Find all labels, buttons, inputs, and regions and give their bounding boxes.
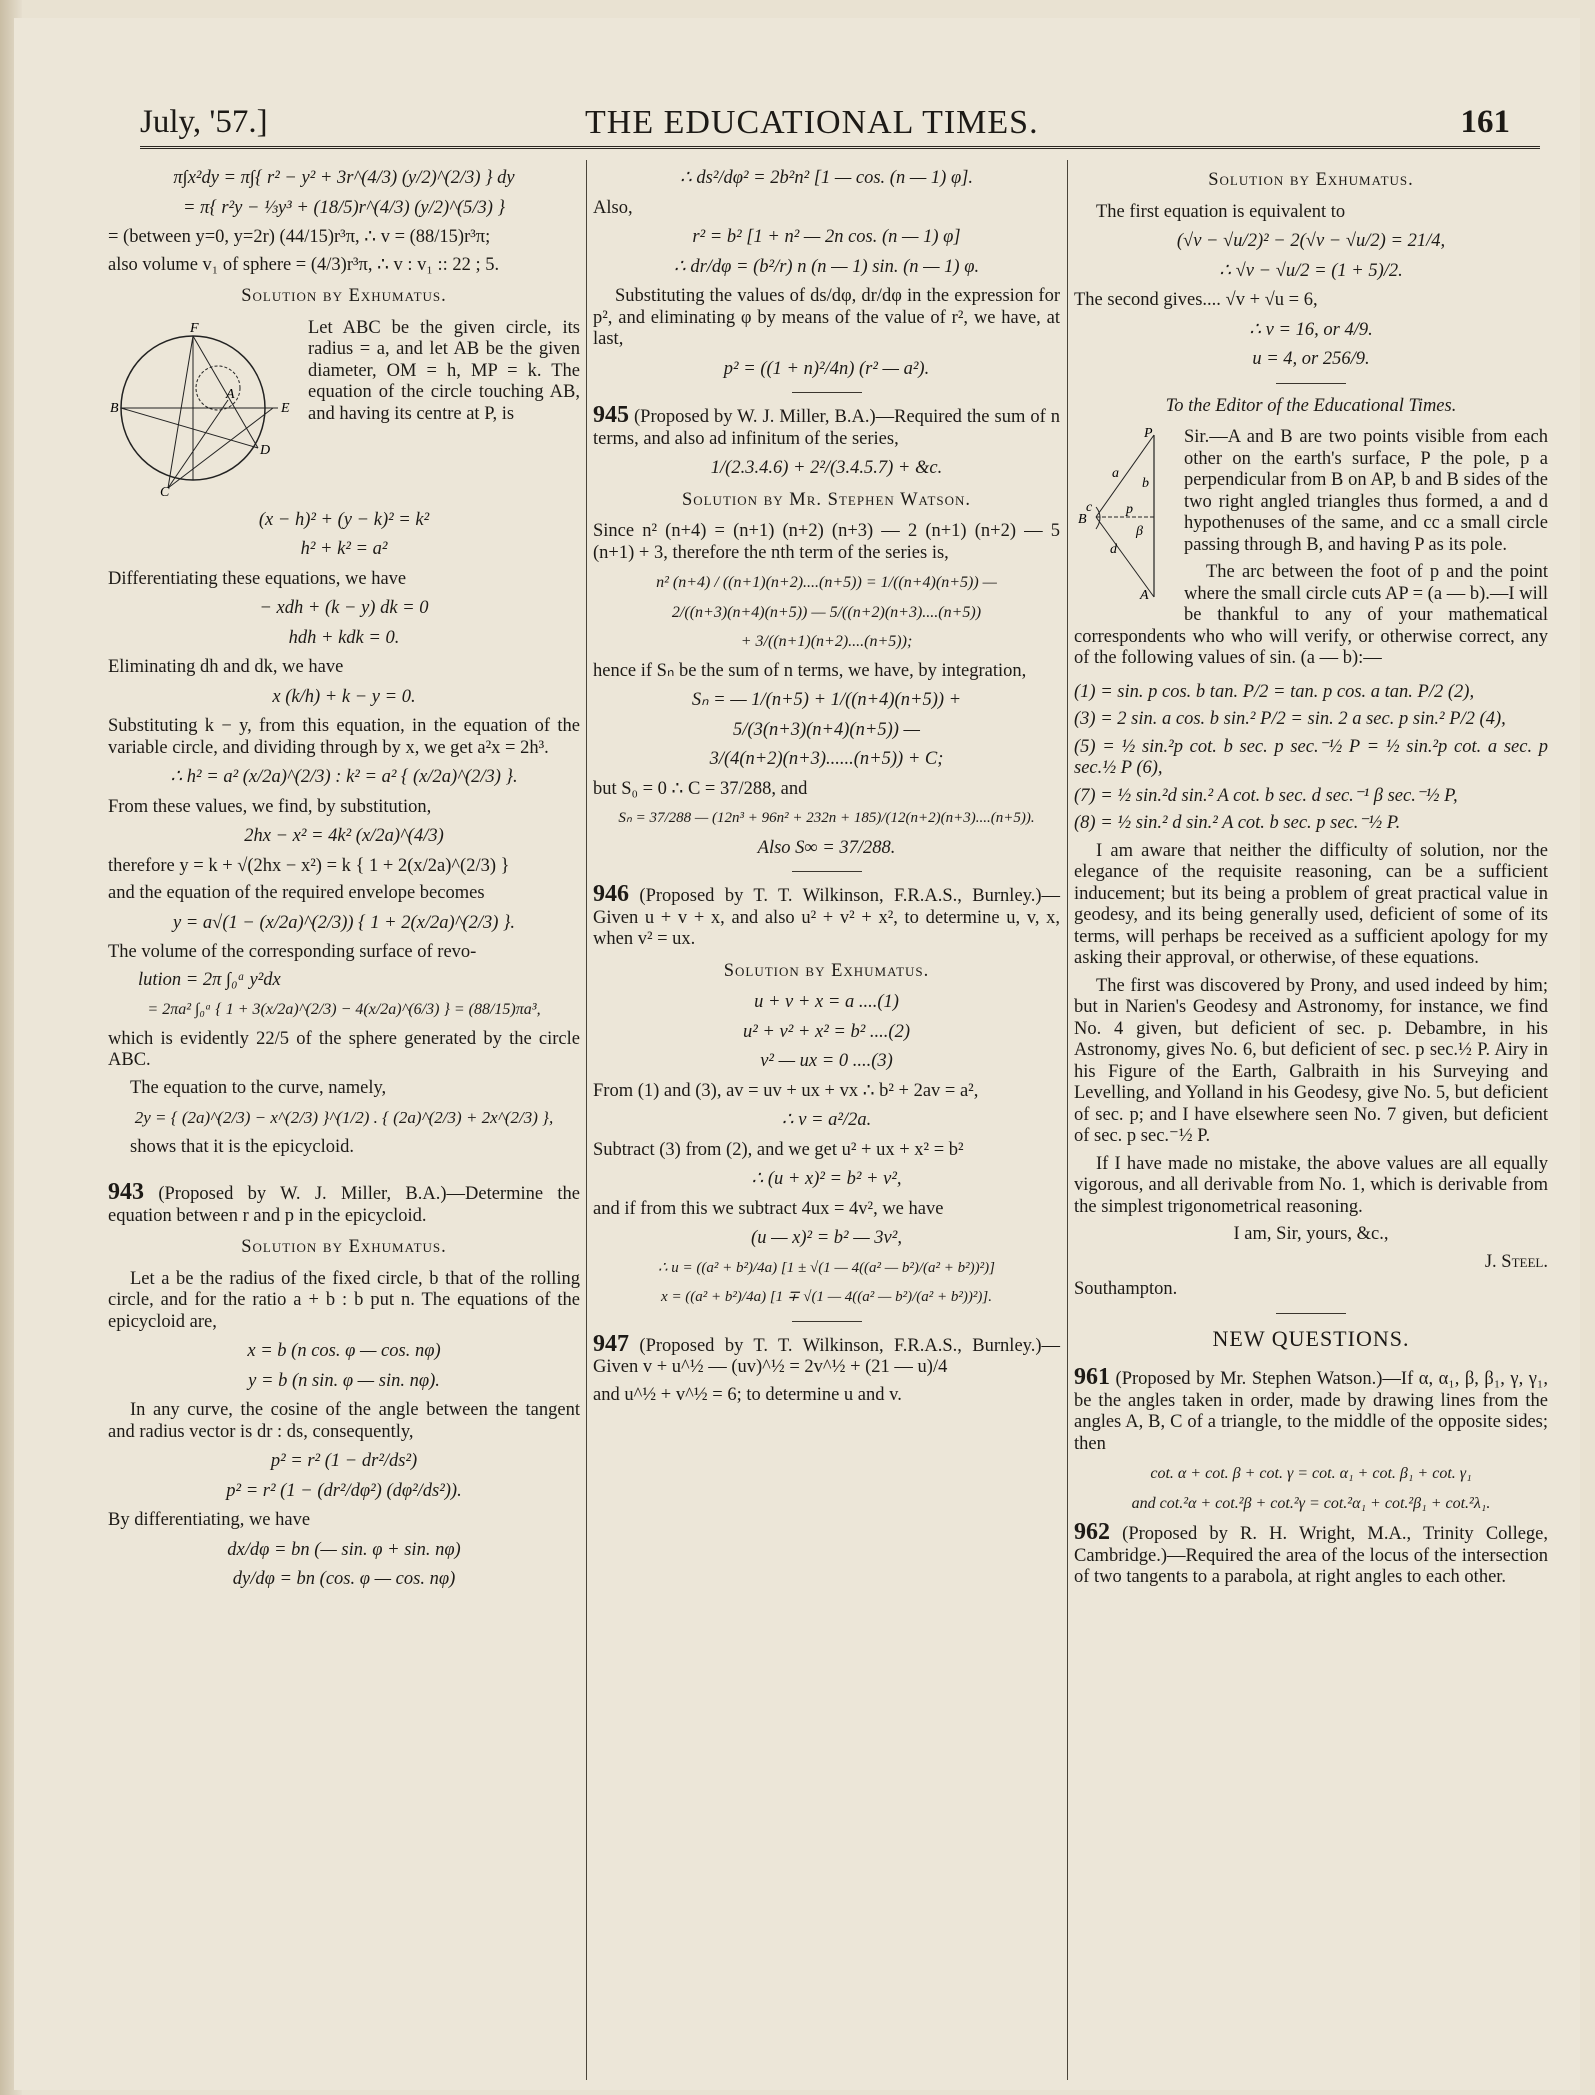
triangle-diagram (1074, 427, 1174, 607)
equation: p² = ((1 + n)²/4n) (r² — a²). (723, 358, 930, 379)
section-separator (792, 1321, 862, 1322)
equation: Also S∞ = 37/288. (757, 837, 896, 858)
question-number: 947 (593, 1330, 629, 1357)
paragraph: therefore y = k + √(2hx − x²) = k { 1 + 2(x/2a)^(2/3) } (108, 855, 510, 876)
equation: (√v − √u/2)² − 2(√v − √u/2) = 21/4, (1176, 231, 1446, 251)
paragraph: The equation to the curve, namely, (130, 1077, 387, 1098)
equation: (7) = ½ sin.²d sin.² A cot. b sec. d sec.⁻¹ β sec.⁻½ P, (1074, 785, 1458, 806)
solution-heading: Solution by Exhumatus. (241, 286, 447, 306)
paragraph: Differentiating these equations, we have (108, 568, 407, 589)
question-number: 961 (1074, 1364, 1110, 1390)
label-a: a (1112, 466, 1119, 481)
paragraph: and u^½ + v^½ = 6; to determine u and v. (593, 1384, 902, 1405)
question-text: (Proposed by T. T. Wilkinson, F.R.A.S., Burnley.)—Given u + v + x, and also u² + v² + x², to determine u, v, x, when v² = ux. (593, 886, 1060, 949)
label-d: d (1110, 542, 1117, 557)
equation: 2/((n+3)(n+4)(n+5)) — 5/((n+2)(n+3)....(n+5)) (671, 603, 982, 621)
paragraph: Subtract (3) from (2), and we get u² + ux + x² = b² (593, 1139, 964, 1160)
solution-heading: Solution by Exhumatus. (1208, 170, 1414, 190)
question-text: (Proposed by R. H. Wright, M.A., Trinity College, Cambridge.)—Required the area of the locus of the intersection of two tangents to a parabola, at right angles to each other. (1074, 1524, 1549, 1587)
page-number: 161 (1460, 104, 1510, 140)
equation: h² + k² = a² (300, 539, 388, 559)
equation: 3/(4(n+2)(n+3)......(n+5)) + C; (709, 749, 944, 769)
paragraph: Since n² (n+4) = (n+1) (n+2) (n+3) — 2 (n+1) (n+2) — 5 (n+1) + 3, therefore the nth term of the series is, (593, 521, 1060, 563)
equation: = π{ r²y − ⅓y³ + (18/5)r^(4/3) (y/2)^(5/3) } (183, 197, 505, 218)
question-943 (108, 1179, 580, 1227)
label-B: B (1078, 512, 1087, 527)
paragraph: I am aware that neither the difficulty of solution, nor the elegance of the requisite reasoning, can be a sufficient inducement; but its being a problem of great practical value in geodesy, and its being generally used, deficient of some of its terms, will perhaps be received as a sufficient apology for my asking their approval, or otherwise, of these equations. (1074, 840, 1548, 968)
paragraph: From these values, we find, by substitution, (108, 796, 432, 817)
question-number: 943 (108, 1179, 144, 1205)
equation: u = 4, or 256/9. (1252, 349, 1370, 369)
equation: (8) = ½ sin.² d sin.² A cot. b sec. p sec.⁻½ P. (1074, 813, 1401, 833)
question-number: 962 (1074, 1519, 1110, 1545)
equation: u + v + x = a ....(1) (754, 992, 899, 1012)
paragraph: The arc between the foot of p and the point where the small circle cuts AP = (a — b).—I will be thankful to any of your mathematical correspondents who who will verify, or otherwise correct, any of the following values of sin. (a — b):— (1074, 562, 1548, 668)
equation: 2y = { (2a)^(2/3) − x^(2/3) }^(1/2) . { (2a)^(2/3) + 2x^(2/3) }, (134, 1108, 554, 1127)
equation: = 2πa² ∫₀ᵃ { 1 + 3(x/2a)^(2/3) − 4(x/2a)^(6/3) } = (88/15)πa³, (147, 1001, 541, 1018)
triangle-diagram-svg (1074, 427, 1174, 607)
equation: ∴ v = 16, or 4/9. (1249, 319, 1373, 340)
equation: u² + v² + x² = b² ....(2) (742, 1021, 910, 1042)
new-questions-heading: NEW QUESTIONS. (1212, 1325, 1410, 1351)
paragraph: The second gives.... √v + √u = 6, (1074, 290, 1318, 310)
equation: Sₙ = — 1/(n+5) + 1/((n+4)(n+5)) + (691, 690, 962, 710)
question-947 (593, 1330, 1060, 1379)
paragraph: which is evidently 22/5 of the sphere generated by the circle ABC. (108, 1028, 580, 1070)
label-F: F (190, 320, 199, 336)
question-text: (Proposed by T. T. Wilkinson, F.R.A.S., Burnley.)—Given v + u^½ — (uv)^½ = 2v^½ + (21 — u)/4 (593, 1335, 1060, 1377)
equation: y = b (n sin. φ — sin. nφ). (248, 1370, 440, 1391)
question-text: (Proposed by W. J. Miller, B.A.)—Determine the equation between r and p in the epicycloid. (108, 1184, 580, 1226)
label-P: P (1144, 427, 1153, 441)
equation: dx/dφ = bn (— sin. φ + sin. nφ) (227, 1539, 461, 1560)
paragraph: By differentiating, we have (108, 1510, 311, 1530)
letter-heading: To the Editor of the Educational Times. (1165, 395, 1457, 416)
equation: ∴ (u + x)² = b² + v², (751, 1169, 902, 1189)
paragraph: but S₀ = 0 ∴ C = 37/288, and (593, 778, 808, 799)
equation: (x − h)² + (y − k)² = k² (258, 509, 430, 530)
label-B: B (110, 400, 119, 416)
equation: Sₙ = 37/288 — (12n³ + 96n² + 232n + 185)/(12(n+2)(n+3)....(n+5)). (618, 810, 1035, 826)
equation: 5/(3(n+3)(n+4)(n+5)) — (733, 719, 920, 740)
paragraph: The first was discovered by Prony, and used indeed by him; but in Narien's Geodesy and Astronomy, for instance, we find No. 4 given, but deficient of sec. p. Debambre, in his Astronomy, gives No. 6, but deficient of sec. p sec.½ P. Airy in his Figure of the Earth, Galbraith in his Surveying and Levelling, and Yolland in his Geodesy, give No. 5, but deficient of sec. p; and I have elsewhere seen No. 7 given, but deficient of sec. p sec.⁻½ P. (1074, 975, 1548, 1146)
question-946 (593, 881, 1060, 951)
solution-heading: Solution by Exhumatus. (723, 960, 930, 981)
place: Southampton. (1074, 1279, 1178, 1299)
signature: J. Steel. (1484, 1251, 1548, 1272)
label-beta: β (1136, 524, 1143, 539)
paragraph: = (between y=0, y=2r) (44/15)r³π, ∴ v = (88/15)r³π; (108, 227, 491, 247)
header-rule (140, 146, 1540, 149)
circle-diagram-svg (108, 318, 298, 498)
question-number: 945 (593, 402, 629, 428)
equation: r² = b² [1 + n² — 2n cos. (n — 1) φ] (692, 227, 961, 247)
paragraph: From (1) and (3), av = uv + ux + vx ∴ b² + 2av = a², (593, 1080, 979, 1101)
question-945 (593, 402, 1060, 450)
equation: n² (n+4) / ((n+1)(n+2)....(n+5)) = 1/((n+4)(n+5)) — (656, 574, 997, 591)
equation: − xdh + (k − y) dk = 0 (259, 598, 429, 618)
equation: 1/(2.3.4.6) + 2²/(3.4.5.7) + &c. (710, 458, 943, 478)
paragraph: Substituting k − y, from this equation, in the equation of the variable circle, and dividing through by x, we get a²x = 2h³. (108, 716, 580, 758)
circle-diagram (108, 318, 298, 498)
equation: (1) = sin. p cos. b tan. P/2 = tan. p cos. a tan. P/2 (2), (1074, 681, 1475, 702)
equation: v² — ux = 0 ....(3) (760, 1051, 893, 1071)
column-divider-1 (586, 160, 587, 2080)
paragraph: The first equation is equivalent to (1096, 201, 1346, 222)
equation: p² = r² (1 − (dr²/dφ²) (dφ²/ds²)). (226, 1480, 462, 1501)
label-A: A (226, 386, 235, 402)
section-separator (792, 392, 862, 393)
equation: (5) = ½ sin.²p cot. b sec. p sec.⁻½ P = ½ sin.²p cot. a sec. p sec.½ P (6), (1074, 736, 1548, 778)
label-A: A (1140, 588, 1149, 603)
equation: lution = 2π ∫₀ᵃ y²dx (138, 969, 281, 990)
label-p: p (1126, 502, 1133, 517)
paragraph: Let a be the radius of the fixed circle, b that of the rolling circle, and for the ratio a + b : b put n. The equations of the epicycloid are, (108, 1268, 580, 1332)
equation: hdh + kdk = 0. (288, 627, 400, 648)
column-2 (593, 160, 1060, 1412)
equation: (u — x)² = b² — 3v², (751, 1228, 902, 1248)
solution-heading: Solution by Exhumatus. (241, 1237, 447, 1257)
question-text: (Proposed by W. J. Miller, B.A.)—Required the sum of n terms, and also ad infinitum of the series, (593, 407, 1060, 449)
label-D: D (260, 442, 271, 458)
paragraph: Let ABC be the given circle, its radius = a, and let AB be the given diameter, OM = h, MP = k. The equation of the circle touching AB, and having its centre at P, is (308, 317, 580, 424)
solution-heading: Solution by Mr. Stephen Watson. (681, 489, 972, 510)
equation: cot. α + cot. β + cot. γ = cot. α₁ + cot. β₁ + cot. γ₁ (1150, 1465, 1472, 1482)
question-text: (Proposed by Mr. Stephen Watson.)—If α, α₁, β, β₁, γ, γ₁, be the angles taken in order, made by drawing lines from the angles A, B, C of a triangle, to the middle of the opposite sides; then (1074, 1369, 1549, 1454)
paragraph: hence if Sₙ be the sum of n terms, we have, by integration, (593, 660, 1027, 681)
paragraph: shows that it is the epicycloid. (130, 1136, 355, 1157)
equation: ∴ dr/dφ = (b²/r) n (n — 1) sin. (n — 1) φ. (673, 256, 980, 277)
paragraph: and the equation of the required envelope becomes (108, 883, 485, 903)
column-3 (1074, 160, 1548, 1595)
label-E: E (281, 400, 290, 416)
paragraph: Also, (593, 197, 633, 218)
section-separator (1276, 383, 1346, 384)
paragraph: Sir.—A and B are two points visible from each other on the earth's surface, P the pole, p a perpendicular from B on AP, b and B sides of the two right angled triangles thus formed, a and d hypothenuses of the same, and cc a small circle passing through B, and having P as its pole. (1184, 427, 1548, 555)
equation: and cot.²α + cot.²β + cot.²γ = cot.²α₁ + cot.²β₁ + cot.²λ₁. (1131, 1494, 1491, 1512)
paragraph: If I have made no mistake, the above values are all equally vigorous, and all derivable from No. 1, which is derivable from the simplest trigonometrical reasoning. (1074, 1153, 1548, 1217)
equation: π∫x²dy = π∫{ r² − y² + 3r^(4/3) (y/2)^(2/3) } dy (173, 168, 515, 188)
equation: ∴ h² = a² (x/2a)^(2/3) : k² = a² { (x/2a)^(2/3) }. (170, 767, 518, 787)
label-C: C (160, 484, 170, 498)
section-separator (792, 871, 862, 872)
equation: ∴ u = ((a² + b²)/4a) [1 ± √(1 — 4((a² — b²)/(a² + b²))²)] (658, 1259, 995, 1276)
section-separator (1276, 1313, 1346, 1314)
column-1 (108, 160, 580, 1599)
equation: ∴ ds²/dφ² = 2b²n² [1 — cos. (n — 1) φ]. (679, 168, 974, 188)
paragraph: Substituting the values of ds/dφ, dr/dφ in the expression for p², and eliminating φ by means of the value of r², we have, at last, (593, 286, 1060, 349)
label-c: c (1086, 500, 1093, 515)
publication-title: THE EDUCATIONAL TIMES. (585, 104, 1039, 141)
equation: 2hx − x² = 4k² (x/2a)^(4/3) (244, 826, 444, 846)
paragraph: also volume v₁ of sphere = (4/3)r³π, ∴ v : v₁ :: 22 ; 5. (108, 254, 500, 275)
question-number: 946 (593, 881, 629, 907)
equation: (3) = 2 sin. a cos. b sin.² P/2 = sin. 2 a sec. p sin.² P/2 (4), (1074, 709, 1506, 729)
equation: x = b (n cos. φ — cos. nφ) (247, 1341, 441, 1361)
column-divider-2 (1067, 160, 1068, 2080)
paragraph: and if from this we subtract 4ux = 4v², we have (593, 1198, 944, 1219)
equation: y = a√(1 − (x/2a)^(2/3)) { 1 + 2(x/2a)^(2/3) }. (172, 912, 516, 933)
issue-date: July, '57.] (140, 104, 268, 140)
equation: x (k/h) + k − y = 0. (272, 686, 416, 707)
equation: dy/dφ = bn (cos. φ — cos. nφ) (232, 1569, 456, 1589)
equation: ∴ v = a²/2a. (781, 1110, 872, 1130)
paragraph: Eliminating dh and dk, we have (108, 657, 344, 677)
letter-closing: I am, Sir, yours, &c., (1233, 1224, 1389, 1244)
question-962 (1074, 1519, 1549, 1589)
paragraph: In any curve, the cosine of the angle between the tangent and radius vector is dr : ds, consequently, (108, 1400, 580, 1442)
label-b: b (1142, 476, 1149, 491)
equation: p² = r² (1 − dr²/ds²) (270, 1451, 418, 1471)
paragraph: The volume of the corresponding surface of revo- (108, 942, 477, 962)
equation: x = ((a² + b²)/4a) [1 ∓ √(1 — 4((a² — b²)/(a² + b²))²)]. (661, 1289, 992, 1305)
equation: ∴ √v − √u/2 = (1 + 5)/2. (1219, 260, 1403, 281)
equation: + 3/((n+1)(n+2)....(n+5)); (740, 633, 913, 650)
question-961 (1074, 1364, 1549, 1455)
